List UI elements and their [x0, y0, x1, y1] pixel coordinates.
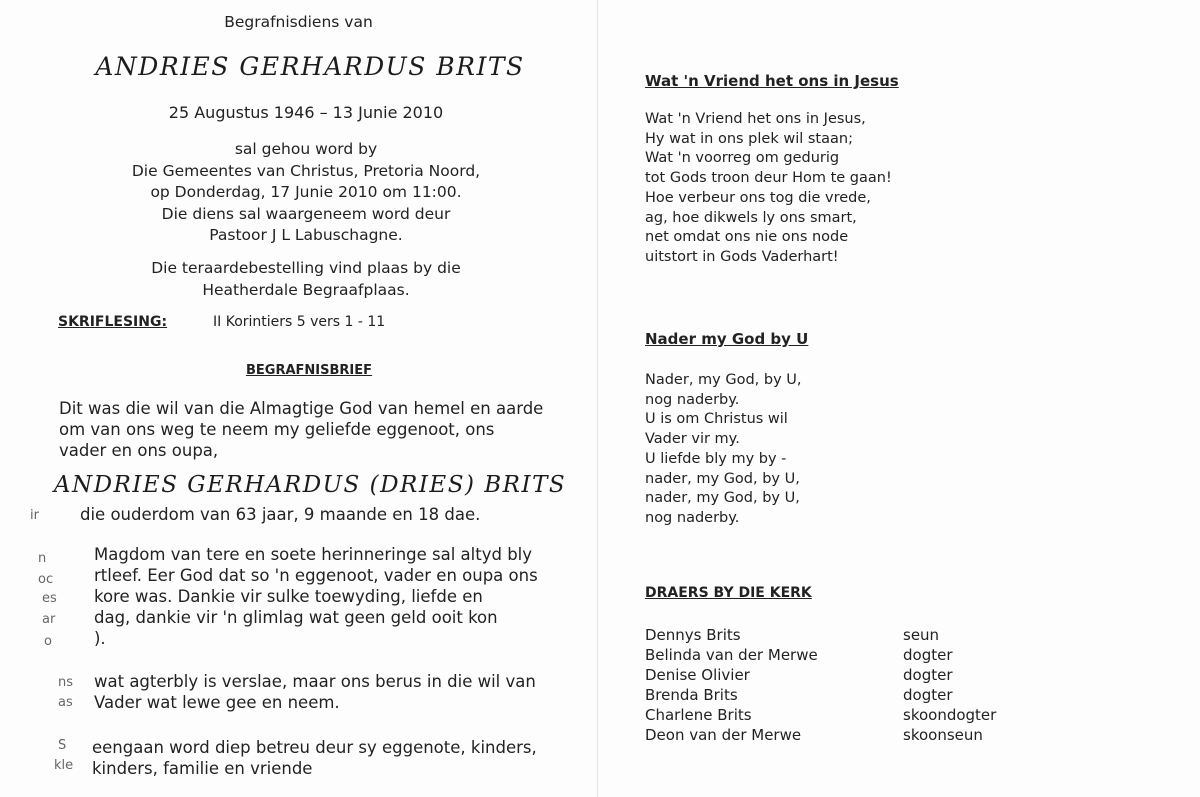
- bearer-row: [645, 725, 1023, 745]
- age-line: die ouderdom van 63 jaar, 9 maande en 18 dae.: [80, 505, 481, 524]
- bearers-title: DRAERS BY DIE KERK: [645, 585, 812, 601]
- life-dates: 25 Augustus 1946 – 13 Junie 2010: [168, 103, 444, 122]
- bearer-relation: skoonseun: [903, 726, 983, 744]
- hymn1-line: Hy wat in ons plek wil staan;: [645, 130, 853, 147]
- hymn2-line: nader, my God, by U,: [645, 490, 800, 507]
- service-details: [0, 139, 612, 247]
- service-line: op Donderdag, 17 Junie 2010 om 11:00.: [150, 183, 462, 201]
- margin-fragment: ir: [30, 508, 39, 523]
- margin-fragment: oc: [38, 572, 54, 587]
- bearer-relation: dogter: [903, 686, 953, 704]
- hymn1-line: Wat 'n Vriend het ons in Jesus,: [645, 111, 866, 127]
- hymn1-title: Wat 'n Vriend het ons in Jesus: [645, 72, 899, 90]
- bearer-row: [645, 645, 1023, 665]
- burial-details: [0, 258, 612, 301]
- margin-fragment: kle: [54, 758, 74, 773]
- letter-line: Dit was die wil van die Almagtige God van hemel en aarde: [59, 399, 544, 418]
- margin-fragment: ar: [42, 612, 56, 627]
- letter-line: om van ons weg te neem my geliefde eggenoot, ons: [59, 420, 495, 439]
- bearer-relation: dogter: [903, 646, 953, 664]
- hymn2-line: Nader, my God, by U,: [645, 372, 802, 388]
- scripture-reference: II Korintiers 5 vers 1 - 11: [213, 314, 386, 330]
- margin-fragment: o: [44, 634, 52, 649]
- hymn2-line: nog naderby.: [645, 509, 740, 526]
- hymn1-line: Hoe verbeur ons tog die vrede,: [645, 189, 871, 206]
- hymn1-line: ag, hoe dikwels ly ons smart,: [645, 209, 857, 226]
- hymn1-line: Wat 'n voorreg om gedurig: [645, 150, 840, 167]
- margin-fragment: S: [58, 738, 67, 753]
- hymn2-line: nader, my God, by U,: [645, 470, 800, 487]
- bearer-relation: seun: [903, 626, 940, 644]
- margin-fragment: es: [42, 591, 57, 606]
- grief-line: Vader wat lewe gee en neem.: [94, 693, 340, 712]
- bearer-relation: skoondogter: [903, 706, 997, 724]
- memory-line: Magdom van tere en soete herinneringe sal altyd bly: [94, 545, 533, 564]
- burial-line: Heatherdale Begraafplaas.: [202, 280, 410, 299]
- bearer-name: Charlene Brits: [645, 706, 752, 724]
- hymn2-line: U is om Christus wil: [645, 411, 788, 428]
- bearer-row: [645, 665, 1023, 685]
- margin-fragment: as: [58, 695, 73, 710]
- scripture-label: SKRIFLESING:: [58, 314, 168, 330]
- memory-line: dag, dankie vir 'n glimlag wat geen geld ooit kon: [94, 608, 498, 627]
- mourning-line: kinders, familie en vriende: [92, 759, 313, 778]
- bearer-row: [645, 685, 1023, 705]
- letter-intro: [59, 398, 543, 461]
- memory-line: kore was. Dankie vir sulke toewyding, liefde en: [94, 587, 483, 606]
- bearer-name: Belinda van der Merwe: [645, 646, 818, 664]
- mourning-paragraph: [92, 737, 537, 779]
- memory-line: ).: [94, 629, 106, 648]
- service-line: Die Gemeentes van Christus, Pretoria Noord,: [131, 161, 481, 180]
- hymn2-line: nog naderby.: [645, 391, 740, 408]
- burial-line: Die teraardebestelling vind plaas by die: [151, 259, 461, 277]
- deceased-name: ANDRIES GERHARDUS BRITS: [95, 52, 525, 81]
- grief-line: wat agterbly is verslae, maar ons berus in die wil van: [94, 672, 536, 691]
- memory-line: rtleef. Eer God dat so 'n eggenoot, vader en oupa ons: [94, 566, 538, 585]
- margin-fragment: ns: [58, 675, 74, 690]
- bearer-name: Brenda Brits: [645, 686, 738, 704]
- bearers-list: [645, 625, 1023, 745]
- hymn1-line: net omdat ons nie ons node: [645, 229, 849, 246]
- letter-heading: BEGRAFNISBRIEF: [246, 363, 373, 378]
- hymn1-line: uitstort in Gods Vaderhart!: [645, 248, 839, 265]
- service-line: Die diens sal waargeneem word deur: [161, 204, 451, 223]
- bearer-name: Denise Olivier: [645, 666, 750, 684]
- hymn1-line: tot Gods troon deur Hom te gaan!: [645, 170, 892, 187]
- hymn1-verse: [645, 110, 892, 268]
- hymn2-line: Vader vir my.: [645, 431, 740, 448]
- bearer-row: [645, 705, 1023, 725]
- mourning-line: eengaan word diep betreu deur sy eggenote, kinders,: [92, 738, 537, 757]
- bearer-name: Dennys Brits: [645, 626, 741, 644]
- bearer-relation: dogter: [903, 666, 953, 684]
- deceased-full-name: ANDRIES GERHARDUS (DRIES) BRITS: [53, 472, 567, 498]
- hymn2-title: Nader my God by U: [645, 330, 809, 348]
- grief-paragraph: [94, 671, 536, 713]
- service-line: sal gehou word by: [234, 140, 378, 158]
- service-heading: Begrafnisdiens van: [224, 13, 373, 31]
- hymn2-verse: [645, 371, 802, 529]
- letter-line: vader en ons oupa,: [59, 441, 219, 460]
- margin-fragment: n: [38, 551, 47, 566]
- bearer-name: Deon van der Merwe: [645, 726, 802, 744]
- hymn2-line: U liefde bly my by -: [645, 450, 787, 467]
- service-line: Pastoor J L Labuschagne.: [209, 226, 403, 244]
- memory-paragraph: [94, 544, 538, 649]
- bearer-row: [645, 625, 1023, 645]
